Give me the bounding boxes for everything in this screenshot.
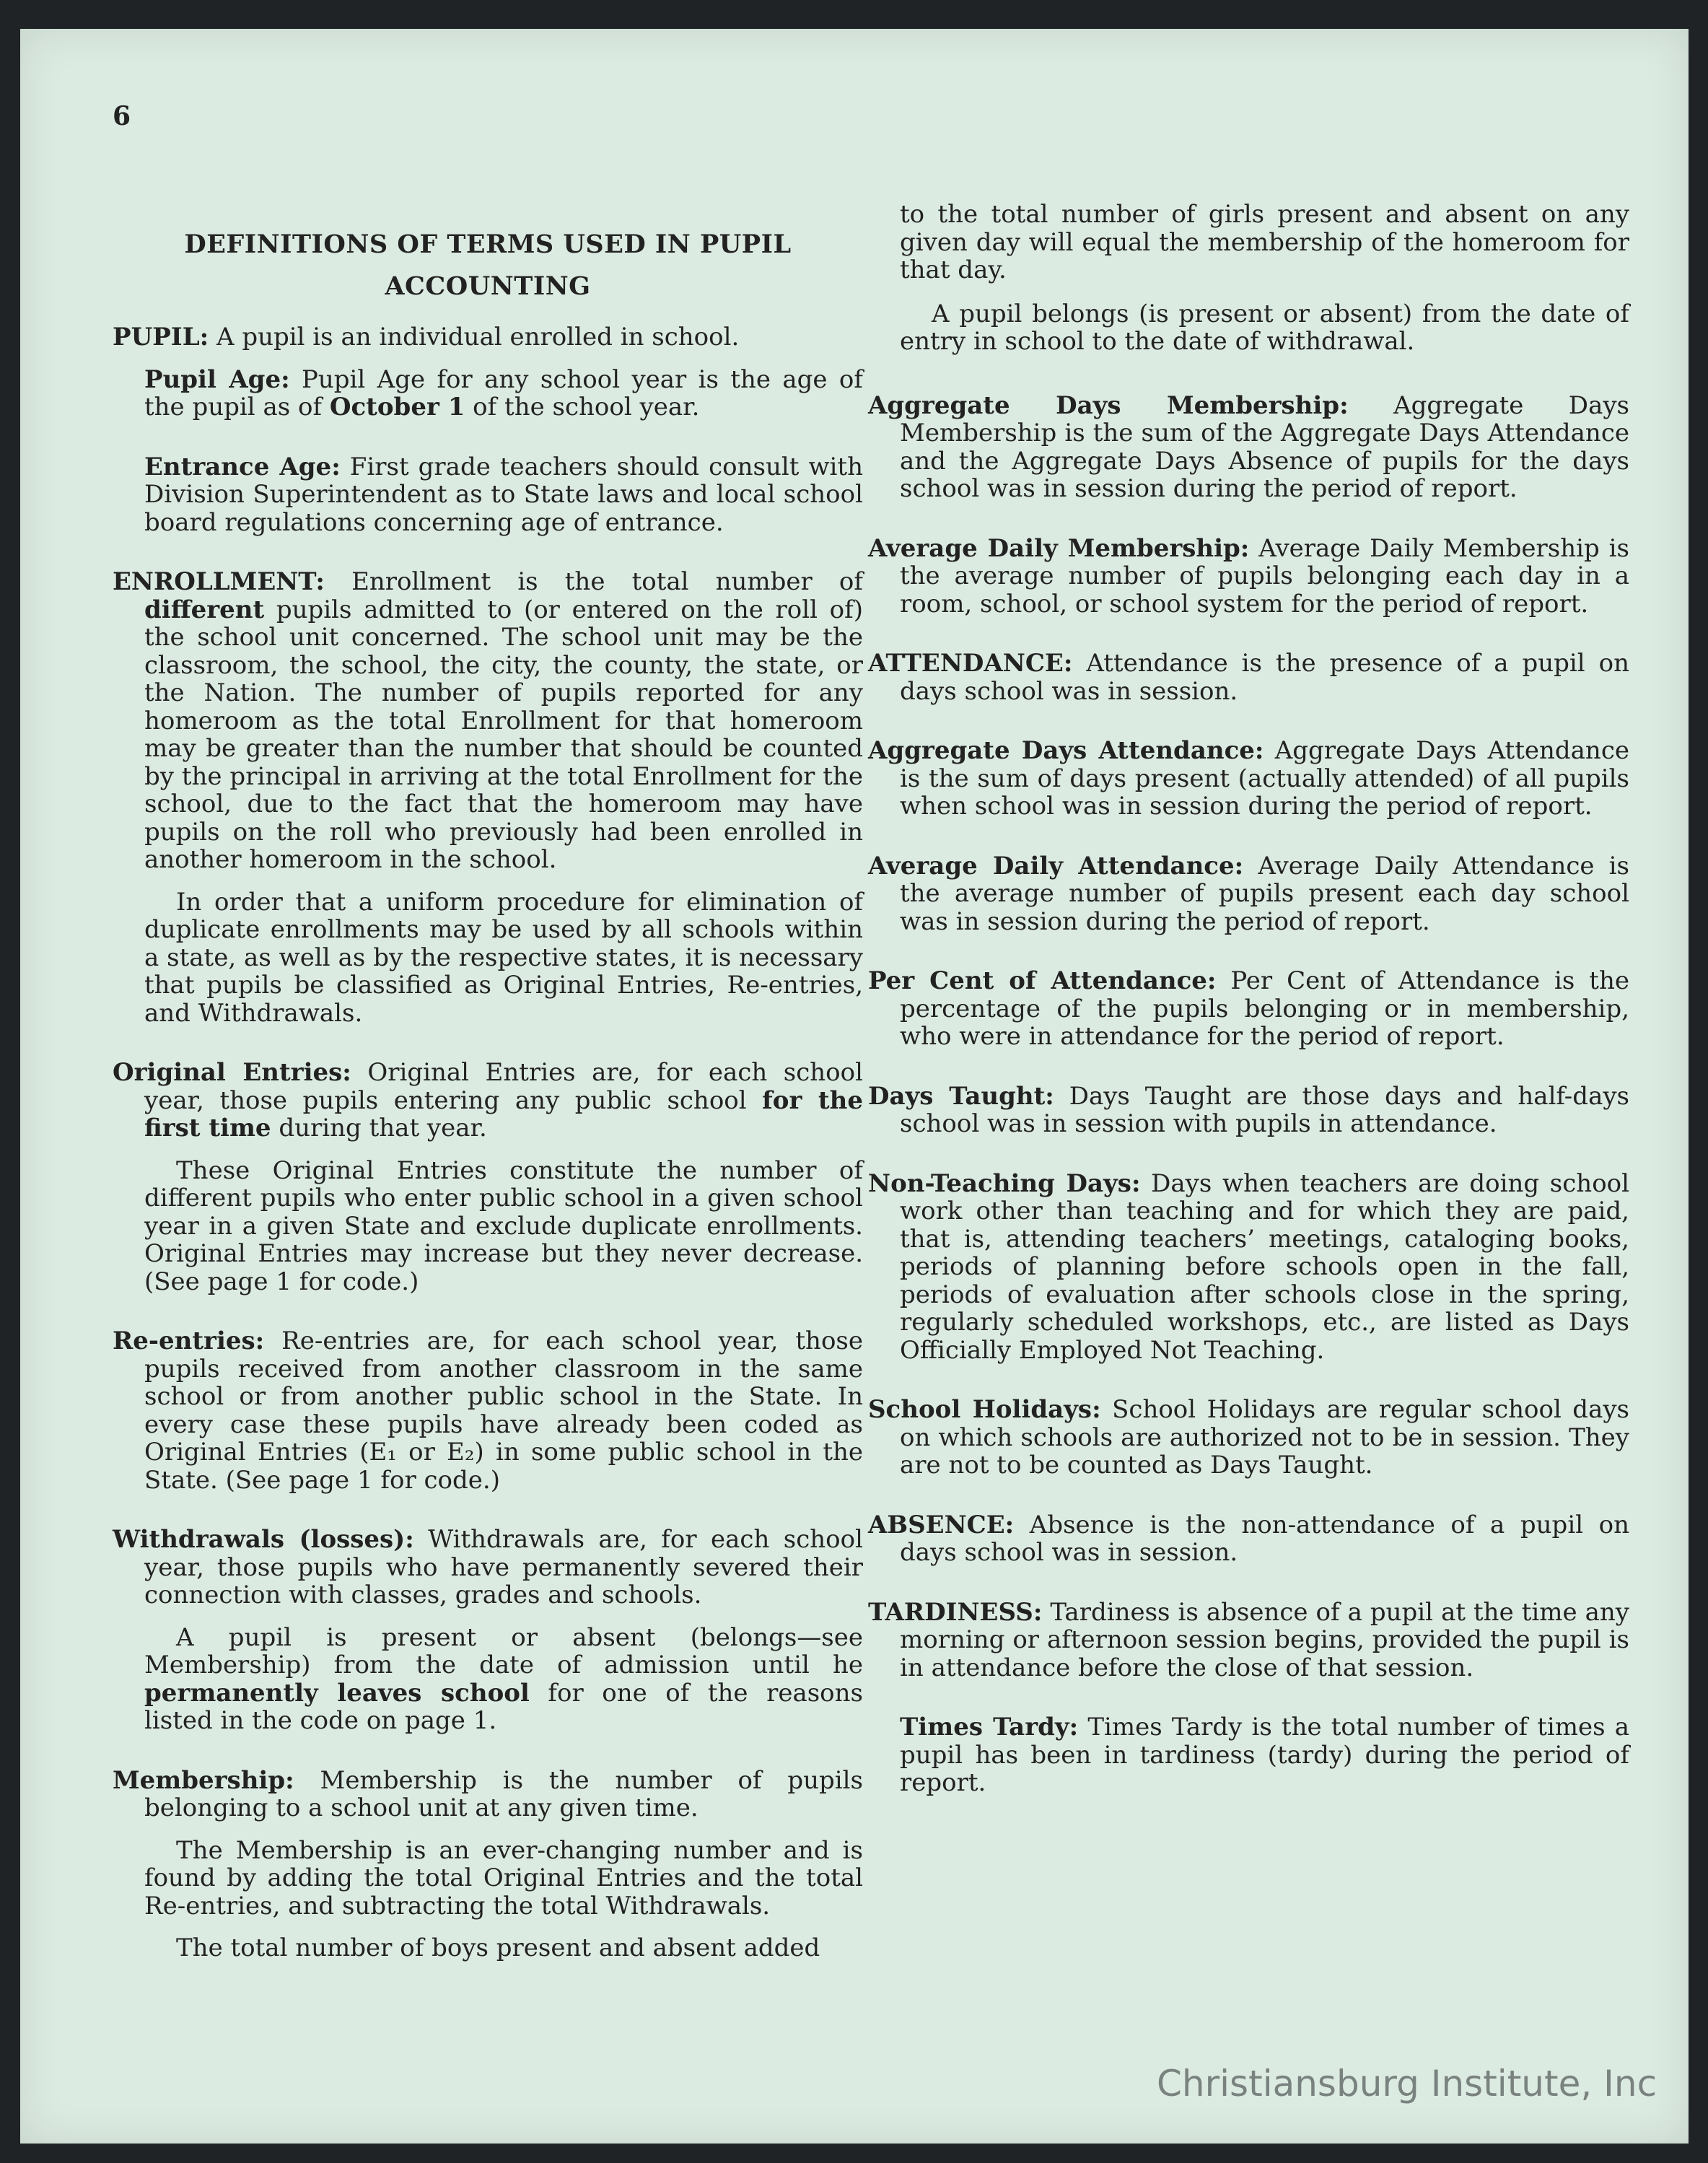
term-pupil: PUPIL:	[113, 323, 209, 351]
term-enrollment: ENROLLMENT:	[113, 567, 325, 596]
term-entrance-age: Entrance Age:	[144, 452, 341, 481]
term-times-tardy: Times Tardy:	[900, 1713, 1079, 1742]
def-enrollment: ENROLLMENT: Enrollment is the total number of different pupils admitted to (or entered on the roll of) the school unit concerned. The school unit may be the classroom, the school, the city, the county, the state, or the Nation. The number of pupils reported for any homeroom as the total Enrollment for that homeroom may be greater than the number that should be counted by the principal in arriving at the total Enrollment for the school, due to the fact that the homeroom may have pupils on the roll who previously had been enrolled in another homeroom in the school. In order that a uniform procedure for elimination of duplicate enrollments may be used by all schools within a state, as well as by the respective states, it is necessary that pupils be classified as Original Entries, Re-entries, and Withdrawals.	[113, 567, 863, 1028]
def-entrance-age: Entrance Age: First grade teachers should consult with Division Superintendent as to State laws and local school board regulations concerning age of entrance.	[144, 452, 863, 537]
term-original-entries: Original Entries:	[113, 1058, 351, 1087]
def-withdrawals: Withdrawals (losses): Withdrawals are, for each school year, those pupils who have permanently severed their connection with classes, grades and schools. A pupil is present or absent (belongs—see Membership) from the date of admission until he permanently leaves school for one of the reasons listed in the code on page 1.	[113, 1525, 863, 1735]
def-non-teaching-days: Non-Teaching Days: Days when teachers are doing school work other than teaching and for which they are paid, that is, attending teachers’ meetings, cataloging books, periods of planning before schools open in the fall, periods of evaluation after schools close in the spring, regularly scheduled workshops, etc., are listed as Days Officially Employed Not Teaching.	[868, 1168, 1630, 1365]
def-average-daily-membership: Average Daily Membership: Average Daily Membership is the average number of pupils belonging each day in a room, school, or school system for the period of report.	[868, 533, 1629, 619]
membership-paragraph-2: The Membership is an ever-changing number and is found by adding the total Original Entries and the total Re-entries, and subtracting the total Withdrawals.	[144, 1835, 863, 1921]
term-withdrawals: Withdrawals (losses):	[113, 1525, 414, 1554]
def-school-holidays: School Holidays: School Holidays are regular school days on which schools are authorized not to be in session. They are not to be counted as Days Taught.	[868, 1395, 1629, 1480]
withdrawals-paragraph-2: A pupil is present or absent (belongs—see Membership) from the date of admission until he permanently leaves school for one of the reasons listed in the code on page 1.	[144, 1622, 863, 1735]
def-tardiness: TARDINESS: Tardiness is absence of a pupil at the time any morning or afternoon session begins, provided the pupil is in attendance before the close of that session.	[868, 1597, 1629, 1682]
def-aggregate-days-attendance: Aggregate Days Attendance: Aggregate Days Attendance is the sum of days present (actually attended) of all pupils when school was in session during the period of report.	[868, 736, 1629, 821]
term-reentries: Re-entries:	[113, 1327, 265, 1355]
membership-paragraph-4: A pupil belongs (is present or absent) from the date of entry in school to the date of withdrawal.	[900, 299, 1629, 356]
term-aggregate-days-membership: Aggregate Days Membership:	[868, 390, 1349, 420]
term-days-taught: Days Taught:	[868, 1081, 1054, 1111]
term-aggregate-days-attendance: Aggregate Days Attendance:	[868, 736, 1264, 765]
def-pupil: PUPIL: A pupil is an individual enrolled in school.	[113, 323, 740, 351]
def-times-tardy: Times Tardy: Times Tardy is the total number of times a pupil has been in tardiness (tardy) during the period of report.	[900, 1713, 1630, 1797]
def-pupil-age: Pupil Age: Pupil Age for any school year is the age of the pupil as of October 1 of the school year.	[144, 364, 863, 421]
page-title	[113, 224, 863, 307]
def-original-entries: Original Entries: Original Entries are, for each school year, those pupils entering any public school for the first time during that year. These Original Entries constitute the number of different pupils who enter public school in a given school year in a given State and exclude duplicate enrollments. Original Entries may increase but they never decrease. (See page 1 for code.)	[113, 1058, 863, 1296]
original-entries-paragraph-2: These Original Entries constitute the number of different pupils who enter public school in a given school year in a given State and exclude duplicate enrollments. Original Entries may increase but they never decrease. (See page 1 for code.)	[144, 1155, 863, 1296]
term-average-daily-attendance: Average Daily Attendance:	[868, 851, 1244, 881]
def-average-daily-attendance: Average Daily Attendance: Average Daily Attendance is the average number of pupils present each day school was in session during the period of report.	[868, 851, 1630, 936]
term-attendance: ATTENDANCE:	[868, 649, 1073, 678]
page-number: 6	[113, 101, 131, 131]
term-pupil-age: Pupil Age:	[144, 364, 290, 394]
left-column	[113, 224, 863, 1994]
enrollment-paragraph-2: In order that a uniform procedure for elimination of duplicate enrollments may be used by all schools within a state, as well as by the respective states, it is necessary that pupils be classified as Original Entries, Re-entries, and Withdrawals.	[144, 887, 863, 1028]
membership-paragraph-3: The total number of boys present and absent added	[176, 1933, 820, 1962]
term-school-holidays: School Holidays:	[868, 1395, 1101, 1424]
term-absence: ABSENCE:	[868, 1510, 1015, 1539]
watermark: Christiansburg Institute, Inc	[1157, 2063, 1657, 2105]
title-line-1: DEFINITIONS OF TERMS USED IN PUPIL	[184, 230, 792, 259]
term-membership: Membership:	[113, 1765, 294, 1795]
term-per-cent-of-attendance: Per Cent of Attendance:	[868, 966, 1217, 995]
def-membership: Membership: Membership is the number of pupils belonging to a school unit at any given time. The Membership is an ever-changing number and is found by adding the total Original Entries and the total Re-entries, and subtracting the total Withdrawals. The total number of boys present and absent added	[113, 1765, 863, 1962]
term-tardiness: TARDINESS:	[868, 1597, 1043, 1627]
def-reentries: Re-entries: Re-entries are, for each school year, those pupils received from another classroom in the same school or from another public school in the State. In every case these pupils have already been coded as Original Entries (E₁ or E₂) in some public school in the State. (See page 1 for code.)	[113, 1327, 863, 1495]
def-days-taught: Days Taught: Days Taught are those days and half-days school was in session with pupils in attendance.	[868, 1081, 1629, 1138]
title-line-2: ACCOUNTING	[385, 271, 591, 301]
def-attendance: ATTENDANCE: Attendance is the presence of a pupil on days school was in session.	[868, 649, 1629, 706]
right-column	[868, 201, 1629, 1829]
term-non-teaching-days: Non-Teaching Days:	[868, 1168, 1141, 1198]
def-absence: ABSENCE: Absence is the non-attendance of a pupil on days school was in session.	[868, 1510, 1629, 1567]
document-page	[20, 29, 1689, 2144]
term-average-daily-membership: Average Daily Membership:	[868, 533, 1250, 563]
def-per-cent-of-attendance: Per Cent of Attendance: Per Cent of Attendance is the percentage of the pupils belonging or in membership, who were in attendance for the period of report.	[868, 966, 1629, 1051]
def-aggregate-days-membership: Aggregate Days Membership: Aggregate Days Membership is the sum of the Aggregate Days Attendance and the Aggregate Days Absence of pupils for the days school was in session during the period of report.	[868, 390, 1629, 503]
membership-continued: to the total number of girls present and absent on any given day will equal the membership of the homeroom for that day.	[900, 200, 1629, 284]
